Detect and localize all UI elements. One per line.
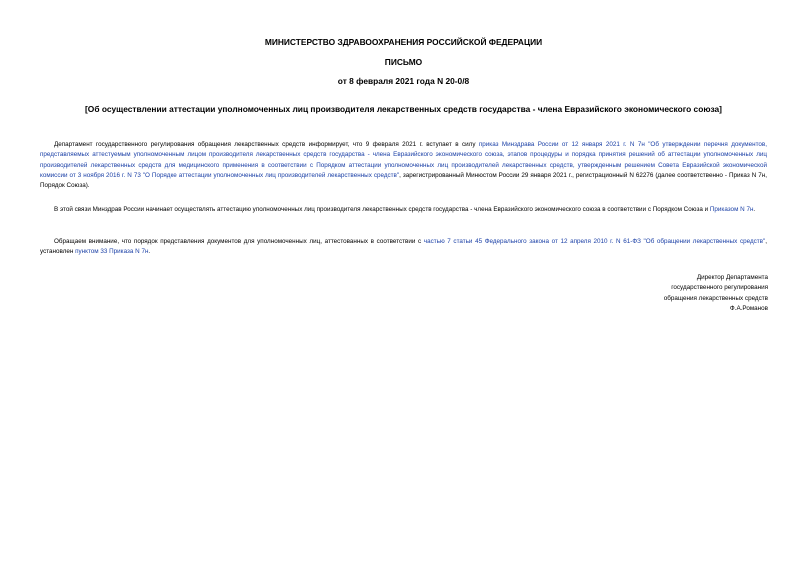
document-subject: [Об осуществлении аттестации уполномоченных лиц производителя лекарственных средств государства - члена Евразийского экономического союза]: [85, 104, 722, 114]
paragraph-2-text: В этой связи Минздрав России начинает осуществлять аттестацию уполномоченных лиц производителя лекарственных средств государства - члена Евразийского экономического союза в соответствии с Порядком Союза и: [54, 206, 710, 213]
signatory-title-3: обращения лекарственных средств: [663, 294, 768, 302]
paragraph-3-text: Обращаем внимание, что порядок представления документов для уполномоченных лиц, аттестованных в соответствии с: [54, 238, 424, 245]
order-7n-link[interactable]: приказ Минздрава России от 12 января 2021 г. N 7н "Об утверждении перечня документов, представляемых аттестуемым уполномоченным лицом производителя лекарственных средств государства - члена Евразийского экономического союза, этапов процедуры и порядка принятия решений об аттестации уполномоченных лиц производителей лекарственных средств для медицинского применения в соответствии с Порядком аттестации уполномоченных лиц производителей лекарственных средств, утвержденным решением Совета Евразийской экономической комиссии от 3 ноября 2016 г. N 73 "О Порядке аттестации уполномоченных лиц производителей лекарственных средств": [40, 141, 767, 179]
paragraph-1-text-end: , зарегистрированный Минюстом России 29 января 2021 г., регистрационный N 62276 (далее соответственно - Приказ N 7н, Порядок Союза).: [40, 171, 767, 190]
paragraph-2: [40, 205, 767, 215]
ministry-heading: МИНИСТЕРСТВО ЗДРАВООХРАНЕНИЯ РОССИЙСКОЙ ФЕДЕРАЦИИ: [264, 37, 543, 47]
order-7n-short-link[interactable]: Приказом N 7н: [709, 206, 754, 213]
paragraph-1-text: Департамент государственного регулирования обращения лекарственных средств информирует, что 9 февраля 2021 г. вступает в силу: [54, 141, 479, 148]
paragraph-3-text-mid: , установлен: [40, 238, 767, 256]
paragraph-3-text-end: .: [148, 248, 151, 256]
paragraph-3: [40, 237, 767, 258]
paragraph-1: [40, 140, 767, 191]
federal-law-61fz-link[interactable]: частью 7 статьи 45 Федерального закона от 12 апреля 2010 г. N 61-ФЗ "Об обращении лекарственных средств": [423, 238, 766, 245]
paragraph-2-text-end: .: [753, 206, 756, 213]
order-7n-point-33-link[interactable]: пунктом 33 Приказа N 7н: [75, 248, 149, 256]
signatory-name: Ф.А.Романов: [729, 304, 768, 312]
document-date-number: от 8 февраля 2021 года N 20-0/8: [337, 76, 470, 86]
signature-block: [468, 273, 768, 314]
document-type: ПИСЬМО: [384, 57, 423, 67]
signatory-title-1: Директор Департамента: [696, 274, 768, 281]
signatory-title-2: государственного регулирования: [671, 284, 768, 292]
